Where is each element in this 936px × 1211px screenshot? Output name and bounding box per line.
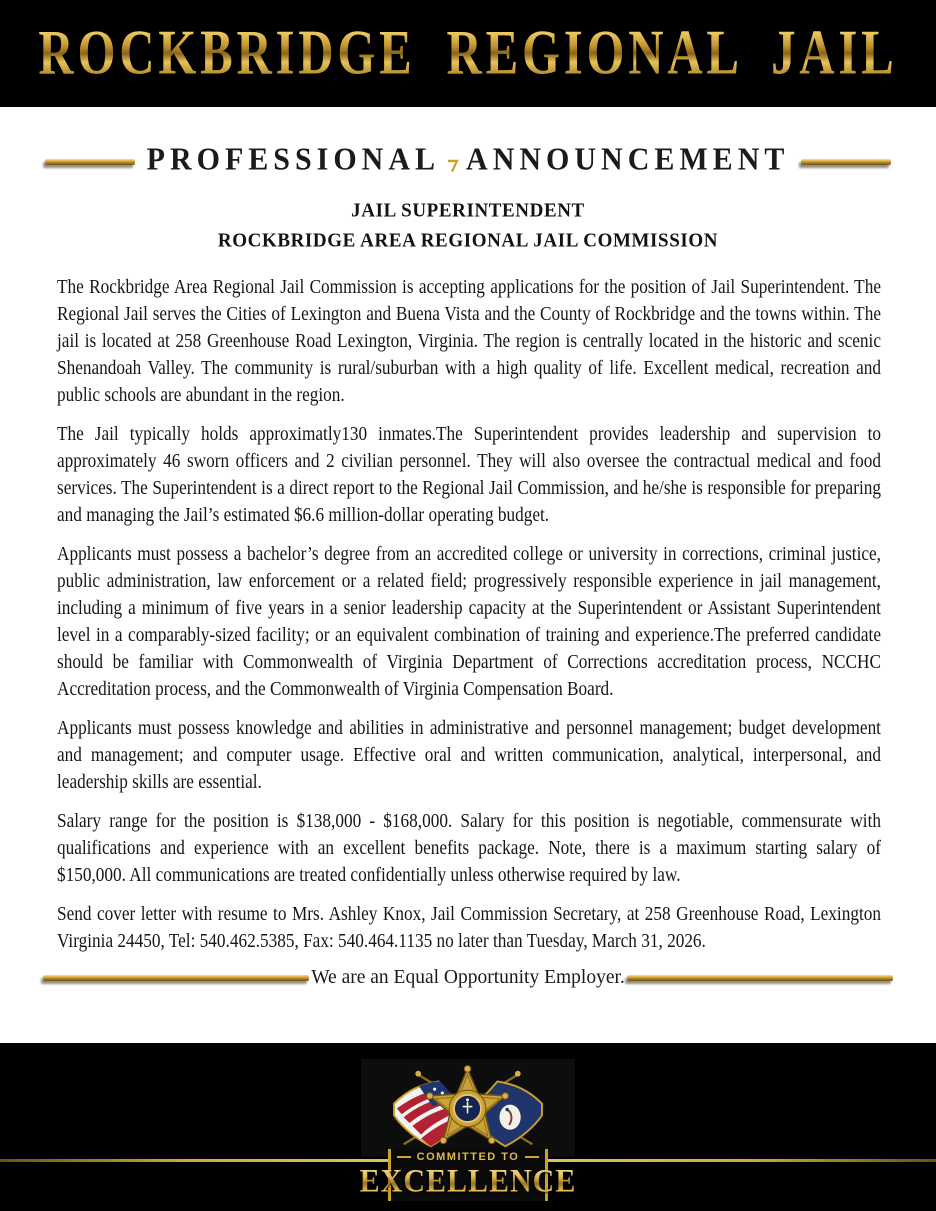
position-title-block [0,200,936,252]
sheriff-star-flags-badge [365,1061,571,1155]
masthead-title: ROCKBRIDGE REGIONAL JAIL [38,18,898,89]
excellence-label: EXCELLENCE [359,1163,577,1200]
committed-row [397,1151,540,1163]
body-text-block [57,274,881,955]
body-paragraph: Salary range for the position is $138,000 - $168,000. Salary for this position is negotiable, commensurate with qualifications and experience with an excellent benefits package. Note, there is a maximum starting salary of $150,000. All communications are treated confidentially unless otherwise required by law. [57,810,881,886]
gold-bar-eoe-left [43,975,309,981]
position-organization: ROCKBRIDGE AREA REGIONAL JAIL COMMISSION [217,229,719,252]
eoe-row [0,967,936,989]
footer-band [0,1043,936,1211]
announcement-heading-word1: PROFESSIONAL [146,141,441,177]
committed-label: COMMITTED TO [416,1151,520,1163]
body-paragraph: Send cover letter with resume to Mrs. Ashley Knox, Jail Commission Secretary, at 258 Greenhouse Road, Lexington Virginia 24450, Tel: 540.462.5385, Fax: 540.464.1135 no later than Tuesday, March 31, 2026. [57,903,881,952]
gold-bar-eoe-right [627,975,893,981]
announcement-heading-word2: ANNOUNCEMENT [466,141,790,177]
position-title: JAIL SUPERINTENDENT [351,199,585,222]
dash-left [397,1156,411,1158]
dash-right [525,1156,539,1158]
gold-bar-right [801,159,891,165]
body-paragraph: Applicants must possess knowledge and abilities in administrative and personnel management; budget development and management; and computer usage. Effective oral and written communication, analytical, interpersonal, and leadership skills are essential. [57,717,881,793]
gold-tick-icon [447,145,459,181]
badge-panel [361,1059,575,1157]
eoe-statement: We are an Equal Opportunity Employer. [311,967,625,988]
announcement-heading [143,142,794,181]
announcement-heading-row [0,143,936,180]
body-paragraph: The Jail typically holds approximatly130 inmates.The Superintendent provides leadership and supervision to approximately 46 sworn officers and 2 civilian personnel. They will also oversee the contractual medical and food services. The Superintendent is a direct report to the Regional Jail Commission, and he/she is responsible for preparing and managing the Jail’s estimated $6.6 million-dollar operating budget. [57,423,881,526]
committed-to-excellence-box [359,1149,577,1201]
masthead-band [0,0,936,107]
body-paragraph: The Rockbridge Area Regional Jail Commission is accepting applications for the position of Jail Superintendent. The Regional Jail serves the Cities of Lexington and Buena Vista and the County of Rockbridge and the towns within. The jail is located at 258 Greenhouse Road Lexington, Virginia. The region is centrally located in the historic and scenic Shenandoah Valley. The community is rural/suburban with a high quality of life. Excellent medical, recreation and public schools are abundant in the region. [57,276,881,406]
body-paragraph: Applicants must possess a bachelor’s degree from an accredited college or university in corrections, criminal justice, public administration, law enforcement or a related field; progressively responsible experience in jail management, including a minimum of five years in a senior leadership capacity at the Superintendent or Assistant Superintendent level in a comparably-sized facility; or an equivalent combination of training and experience.The preferred candidate should be familiar with Commonwealth of Virginia Department of Corrections accreditation process, NCCHC Accreditation process, and the Commonwealth of Virginia Compensation Board. [57,543,881,700]
gold-bar-left [45,159,135,165]
